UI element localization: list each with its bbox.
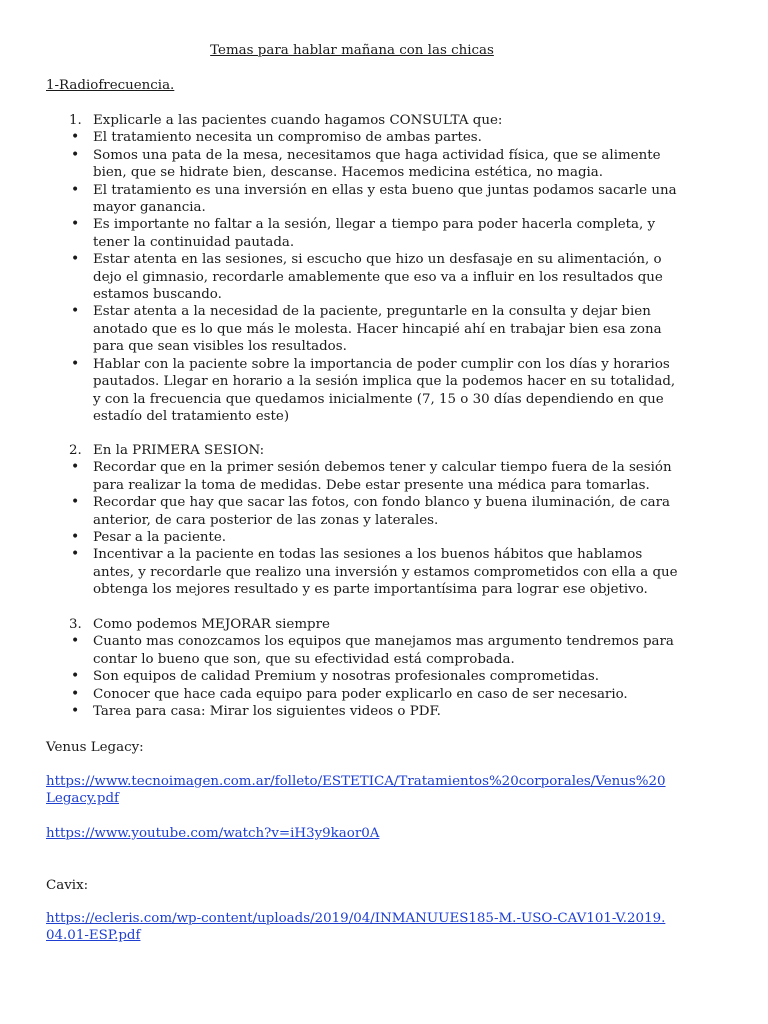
section-consulta [46,112,686,425]
venus-legacy-label: Venus Legacy: [46,740,144,755]
section-header-consulta [46,112,686,129]
list-item: • Recordar que en la primer sesión debemos tener y calcular tiempo fuera de la sesión para realizar la toma de medidas. Debe estar presente una médica para tomarlas. [46,459,686,494]
list-item: • Hablar con la paciente sobre la importancia de poder cumplir con los días y horarios pautados. Llegar en horario a la sesión implica que la podemos hacer en su totalidad, y con la frecuencia que quedamos inicialmente (7, 15 o 30 días dependiendo en que estadío del tratamiento este) [46,356,686,426]
list-item: • Estar atenta a la necesidad de la paciente, preguntarle en la consulta y dejar bien anotado que es lo que más le molesta. Hacer hincapié ahí en trabajar bien esa zona para que sean visibles los resultados. [46,303,686,355]
list-item: • Pesar a la paciente. [46,529,686,546]
list-item: • El tratamiento es una inversión en ellas y esta bueno que juntas podamos sacarle una mayor ganancia. [46,182,686,217]
list-item: • Cuanto mas conozcamos los equipos que manejamos mas argumento tendremos para contar lo bueno que son, que su efectividad está comprobada. [46,633,686,668]
list-item: • El tratamiento necesita un compromiso de ambas partes. [46,129,686,146]
venus-legacy-pdf-link[interactable]: https://www.tecnoimagen.com.ar/folleto/ESTETICA/Tratamientos%20corporales/Venus%20Legacy.pdf [46,774,666,807]
section-header-mejorar [46,616,686,633]
cavix-pdf-link[interactable]: https://ecleris.com/wp-content/uploads/2019/04/INMANUUES185-M.-USO-CAV101-V.2019.04.01-ESP.pdf [46,911,666,944]
section-header-text: Como podemos MEJORAR siempre [93,617,330,632]
list-number: 3. [69,617,82,632]
list-item: • Es importante no faltar a la sesión, llegar a tiempo para poder hacerla completa, y tener la continuidad pautada. [46,216,686,251]
venus-legacy-youtube-link[interactable]: https://www.youtube.com/watch?v=iH3y9kaor0A [46,826,380,841]
list-item: • Somos una pata de la mesa, necesitamos que haga actividad física, que se alimente bien, que se hidrate bien, descanse. Hacemos medicina estética, no magia. [46,147,686,182]
bullet-list-mejorar [46,633,686,720]
section-mejorar [46,616,686,720]
list-item: • Son equipos de calidad Premium y nosotras profesionales comprometidas. [46,668,686,685]
section-heading-radiofrecuencia: 1-Radiofrecuencia. [46,78,175,93]
cavix-label: Cavix: [46,878,89,893]
list-item: • Conocer que hace cada equipo para poder explicarlo en caso de ser necesario. [46,686,686,703]
section-header-text: Explicarle a las pacientes cuando hagamos CONSULTA que: [93,113,503,128]
list-item: • Recordar que hay que sacar las fotos, con fondo blanco y buena iluminación, de cara anterior, de cara posterior de las zonas y laterales. [46,494,686,529]
section-primera-sesion [46,442,686,599]
list-number: 1. [69,113,82,128]
bullet-list-consulta [46,129,686,425]
bullet-list-primera-sesion [46,459,686,598]
list-item: • Incentivar a la paciente en todas las sesiones a los buenos hábitos que hablamos antes, y recordarle que realizo una inversión y estamos comprometidos con ella a que obtenga los mejores resultado y es parte importantísima para lograr ese objetivo. [46,546,686,598]
list-item: • Estar atenta en las sesiones, si escucho que hizo un desfasaje en su alimentación, o dejo el gimnasio, recordarle amablemente que eso va a influir en los resultados que estamos buscando. [46,251,686,303]
list-item: • Tarea para casa: Mirar los siguientes videos o PDF. [46,703,686,720]
document-title: Temas para hablar mañana con las chicas [210,43,494,58]
list-number: 2. [69,443,82,458]
section-header-text: En la PRIMERA SESION: [93,443,265,458]
section-header-primera-sesion [46,442,686,459]
